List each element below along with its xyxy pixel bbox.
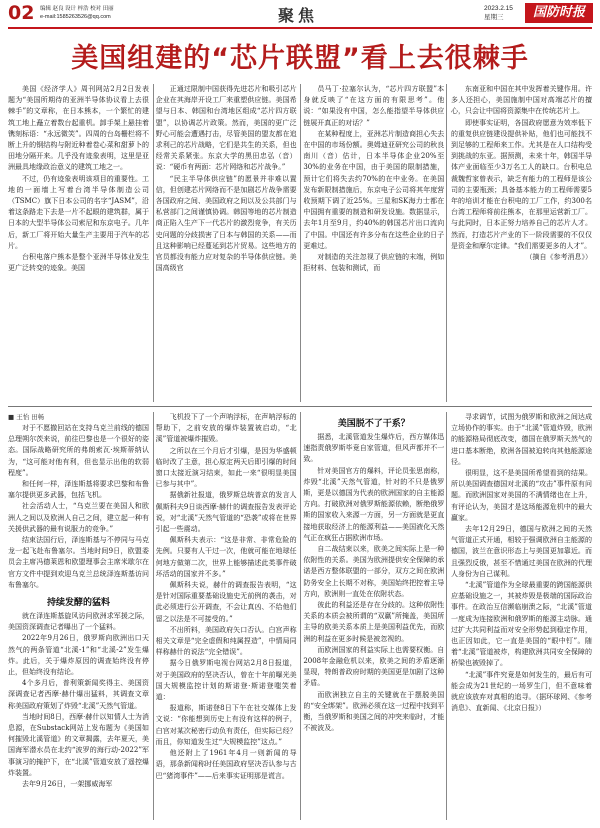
- date-block: [484, 4, 513, 22]
- article-1-col-4: [451, 84, 592, 404]
- paragraph: 4个多月后，普利策新闻奖得主、美国资深调查记者西摩·赫什爆出猛料，其调查文章称美国政府策划了炸毁“北溪”天然气管道。: [8, 679, 149, 710]
- column-divider: [446, 84, 447, 402]
- paragraph: “北溪”事件究竟是如何发生的，最后有可能会成为21世纪的一场罗生门，但不意味着就应该放弃对真相的追寻。（据环球网、《参考消息》、直新闻、《北京日报》）: [450, 670, 592, 713]
- paragraph: 据悉，北溪管道发生爆炸后，西方媒体迅速指责俄罗斯毕竟自家管道，但风声都并不一致。: [303, 433, 445, 464]
- paragraph: 报道称，斯诺登8日下午在社交媒体上发文说：“你能想到历史上有没有这样的例子，白宫对某次秘密行动负有责任，但实际已经？而且，你知道发生过“大规模监控”这点。”: [155, 704, 297, 746]
- article-1-col-3: [303, 84, 444, 404]
- source-note: （摘自《参考消息》）: [525, 253, 592, 262]
- article-2-col-4: [451, 412, 592, 820]
- editors-info: [40, 5, 114, 21]
- column-divider: [300, 412, 301, 820]
- email-line: e-mail:1585263526@qq.com: [40, 14, 111, 20]
- paragraph: 结束法国行后，泽连斯基与不停同与马克龙一起飞赴布鲁塞尔。当地时间9日，欧盟委员会主席冯德莱恩和欧盟理事会主席米歇尔在官方文件中提到欢迎乌克兰总统泽连斯基访问布鲁塞尔。: [8, 536, 149, 589]
- paragraph: 即使事实证明，各国政府愿意为效率低下的重复供应链建设提供补贴，他们也可能找不到足够的工程师来工作。尤其是在人口结构受到挑战的东亚。据预测，未来十年，韩国半导体产业面临至少3万名工人的缺口。台积电总裁魏哲家曾表示，缺乏有能力的工程师是该公司的主要瓶颈；具备基本能力的工程师需要5年的培训才能在台积电的工厂工作，约300名台湾工程师将前往熊本，在那里运营新工厂。与此同时，日本正努力培养自己的芯片人才。然而，打造芯片产业的下一阶段需要的不仅仅是资金和摩尔定律。“我们需要更多的人才”。: [450, 118, 592, 250]
- byline: ■ 王怡 田畅: [8, 413, 45, 421]
- editors-line: 编辑 赵良 设计 梓浩 校对 田丽: [40, 6, 114, 12]
- paragraph: 在某种程度上，亚洲芯片制造商担心失去在中国的市场份额。奥姆迪亚研究公司的秋良南川（音）估计，日本半导体企业20%至30%的业务在中国，由于美国的限制措施，预计它们将失去约70%的在中业务。在美国发布新限制措施后，东京电子公司将其年度营收预期下调了近25%。三星和SK海力士都在中国拥有重要的制造和研发设施。数据显示，去年1月至9月，约40%的韩国芯片出口流向了中国。中国还有许多分布在这些企业的日子更难过。: [303, 129, 445, 250]
- article-2-col-3: [303, 412, 444, 820]
- article-2-col-2: [156, 412, 297, 820]
- paragraph: 据俄新社报道，俄罗斯总统普京的发言人佩斯科夫9日谈西摩·赫什的调查报告发表评论说，对“北溪”天然气管道的“恐袭”或将在世界引起一些震动。: [155, 491, 297, 534]
- paragraph: 员马丁·拉塞尔认为，“芯片四方联盟”本身就反映了“在这方面的有限思考”。他说：“如果没有中国，怎么能指望半导体供应链展开真正的对话？”: [303, 85, 445, 127]
- paragraph: 2022年9月26日，俄罗斯向欧洲出口天然气的两条管道“北溪-1”和“北溪-2”发生爆炸。此后，关于爆炸原因的调查始终没有停止，但始终没有结论。: [8, 634, 149, 677]
- paragraph: 正通过限制中国获得先进芯片和吸引芯片企业在其海岸开设工厂来重塑供应链。美国希望与日本、韩国和台湾地区组成“芯片四方联盟”，以协调芯片政策。然而，美国的更广泛野心可能会遭遇打击，尽管美国的盟友都在追求利己的芯片战略，它们是共生的关系，但也经常关系紧张。东京大学的黑田忠弘（音）说：“硬币有两面：芯片网络和芯片战争。”: [155, 85, 297, 172]
- subheading: 美国脱不了干系？: [337, 419, 410, 429]
- paragraph: 就在泽连斯基旋风访问欧洲求军援之际，美国资深调查记者曝出了一个猛料。: [8, 612, 149, 632]
- paragraph: 东南亚和中国在其中发挥着关键作用。许多人还担心，美国施制中国对高端芯片的擅心，只会让中国将资源集中在传统芯片上。: [450, 85, 592, 116]
- subheading: 持续发酵的猛料: [46, 598, 110, 609]
- page-number: 02: [8, 2, 35, 24]
- column-divider: [300, 84, 301, 402]
- column-divider: [446, 412, 447, 820]
- paragraph: 而欧洲国家的利益实际上也需要权衡。自2008年金融危机以来，欧美之间的矛盾逐渐显现，特朗普政府时期的美国更是加剧了这种矛盾。: [303, 645, 445, 688]
- paragraph: 去年12月29日，德国与欧洲之间的天然气管道正式开通，相较于强调欧洲自主能源的德国，波兰在意识形态上与美国更加靠近。而且强烈反俄，甚至不惜通过美国在欧洲的代理人身份为自己谋利。: [450, 525, 592, 578]
- page-header: [0, 0, 600, 28]
- column-divider: [153, 412, 154, 820]
- paragraph: 美国《经济学人》周刊网站2月2日发表题为“美国所期待的亚洲半导体协议看上去很棘手”的文章称，在日本熊本，一个繁忙的建筑工地上矗立着数台起重机。卸手架上悬挂着镌刻标语：“永远微笑”。四周的台岛栅栏将不断上升的钢结构与附近种着卷心菜和甜萝卜的田地分隔开来。几乎没有迹象表明，这里是亚洲最具地缘政治意义的建筑工地之一。: [8, 85, 149, 172]
- paragraph: 很明显，这不是美国所希望看到的结果。所以美国调查德国对北溪的“攻击”事件原有问题。而欧洲国家对美国的不满情绪也在上升，有评论认为，美国才是这场能源危机中的最大赢家。: [450, 469, 592, 522]
- paragraph: 而欧洲独立自主的关键就在于摆脱美国的“安全绑架”。欧洲必须在这一过程中找到平衡，当俄罗斯和美国之间的冲突来临时，才能不被波及。: [303, 690, 445, 733]
- paragraph: 和任何一样，泽连斯基将要求巴黎和布鲁塞尔提供更多武器，包括飞机。: [8, 480, 149, 500]
- article-divider: [8, 406, 592, 407]
- section-title: 聚焦: [278, 6, 319, 25]
- paragraph: 彼此的利益还是存在分歧的。这种依附性关系的本质会被所谓的“双赢”所掩盖，美国所主导的欧美关系本质上是美国利益优先，而欧洲的利益在更多时候是被忽视的。: [303, 601, 445, 643]
- paragraph: 之所以在三个月后才引爆，是因为华盛顿临时改了主意，担心原定两天后即引爆的时间窗口太接近演习结束，如此一来“很明显美国已参与其中”。: [155, 446, 297, 489]
- issue-weekday: 星期三: [484, 14, 504, 21]
- paragraph: 佩斯科夫说，赫什的调查报告表明，“这是针对国际重要基础设施史无前例的袭击，对此必须进行公开调查，不会让真凶、不给他们留之以法是不可接受的。”: [155, 581, 297, 623]
- article-1-col-2: [156, 84, 297, 404]
- paragraph: 台积电落户熊本是整个亚洲半导体业发生更广泛转变的迹象。美国: [8, 253, 149, 273]
- paragraph: 对于不愿撤回站在支持乌克兰前线的德国总理朔尔茨来说，前往巴黎也是一个很好的姿态。国际战略研究所的弗朗索瓦·埃斯蒂纳认为，“这可能对他有利，但也显示出他的软弱程度”。: [8, 424, 149, 477]
- paragraph: 飞机投下了一个声呐浮标，在声呐浮标的帮助下，之前安放的爆炸装置被启动，“北溪”管道被爆炸摧毁。: [155, 413, 297, 444]
- paragraph: “民主半导体供应链”的愿景并非难以置信，但创建芯片网络而不是加剧芯片战争需要各国政府之间、美国政府之间以及公共部门与私营部门之间谨慎协调。韩国等地的芯片制造商正陷入生产下一代芯片的激烈竞争，有关历史问题的分歧损害了日本与韩国的关系——而且这种影响已经蔓延到芯片贸易。这些地方的官员都没有能力应对复杂的半导体供应链。美国高级官: [155, 174, 297, 273]
- paragraph: 社会活动人士，“乌克兰要在美国人和欧洲人之间以及欧洲人自己之间，建立起一种有关援供武器的最有说服力的竞争。”: [8, 502, 149, 533]
- paragraph: 去年9月26日，一架挪威海军: [22, 780, 113, 789]
- paragraph: 对制造的关注忽视了供应链的末端，例如拒材料、包装和测试，而: [303, 253, 445, 273]
- paragraph: 据今日俄罗斯电视台网站2月8日报道，对于美国政府的坚决否认，曾在十年前曝光美国大规模监控计划的斯诺登·斯诺登嗤笑着道：: [155, 659, 297, 702]
- header-rule: [8, 27, 592, 29]
- paragraph: 自二战结束以来，欧美之间实际上是一种依附性的关系。美国为欧洲提供安全保障的承诺是西方整体联盟的一部分，双方之间在欧洲防务安全上长期不对称，美国始终把控着主导方向，欧洲则一直处在依附状态。: [303, 545, 445, 598]
- paragraph: 他还附上了1961年4月一则新闻的导语，那条新闻称时任美国政府坚决否认参与古巴“猪湾事件”——后来事实证明那是谎言。: [155, 749, 297, 780]
- article-1-col-1: [8, 84, 149, 404]
- paper-logo: 国防时报: [525, 3, 593, 23]
- column-divider: [153, 84, 154, 402]
- paragraph: 针对美国官方的爆料，评论员张思南称，炸毁“北溪”天然气管道，针对的不只是俄罗斯，更是以德国为代表的欧洲国家的自主能源方向。打破欧洲对俄罗斯能源依赖，断绝俄罗斯的国家收入来源一方面，另一方面就是更直接地获取经济上的能源利益——美国液化天然气正在疯狂占据欧洲市场。: [303, 466, 445, 542]
- issue-date: 2023.2.15: [484, 5, 513, 12]
- paragraph: 寻求调节，试图为俄罗斯和欧洲之间达成立场协作的事实。由于“北溪”管道炸毁，欧洲的能源格局彻底改变，德国在俄罗斯天然气的进口基本断绝，欧洲各国被迫转向其他能源途径。: [450, 413, 592, 466]
- article-2-col-1: [8, 412, 149, 820]
- paragraph: 不过，仍有迹象表明该项目的重要性。工地的一面墙上写着台湾半导体制造公司（TSMC）旗下日本公司的名字“JASM”，沿着这条路走下去是一片不起眼的建筑群，属于日本的大型半导体公司索尼和东京电子。几年后，新工厂将开始大量生产主要用于汽车的芯片。: [8, 174, 149, 250]
- paragraph: 佩斯科夫表示：“这是非常、非常危险的先例。只要有人干过一次，他就可能在地球任何地方做第二次，世界上能够描述此类事件破坏活动的国家并不多。”: [155, 536, 297, 578]
- paragraph: 不出所料，美国政府矢口否认。白宫声称相关文章是“完全虚假和纯属捏造”，中情局同样称赫什的说法“完全错误”。: [155, 625, 297, 657]
- paragraph: “北溪”管道作为全球最重要的跨国能源供应基础设施之一，其被炸毁是极端的国际政治事件。在政治互信濒临崩溃之际，“北溪”管道一度成为连接欧洲和俄罗斯的能源主动脉。通过扩大共同利益而对安全形势起到稳定作用，也正因如此，它一直是美国的“眼中钉”。随着“北溪”管道被炸，构建欧洲共同安全保障的桥梁也被毁掉了。: [450, 581, 592, 668]
- headline: 美国组建的“芯片联盟”看上去很棘手: [71, 43, 529, 74]
- paragraph: 当地时间8日，西摩·赫什以知情人士为消息源，在Substack网站上发布题为《美国如何摧毁北溪管道》的文章揭露，去年夏天，美国海军潜水员在北约“波罗的海行动-2022”军事演习的掩护下，在“北溪”管道安放了遥控爆炸装置。: [8, 712, 149, 777]
